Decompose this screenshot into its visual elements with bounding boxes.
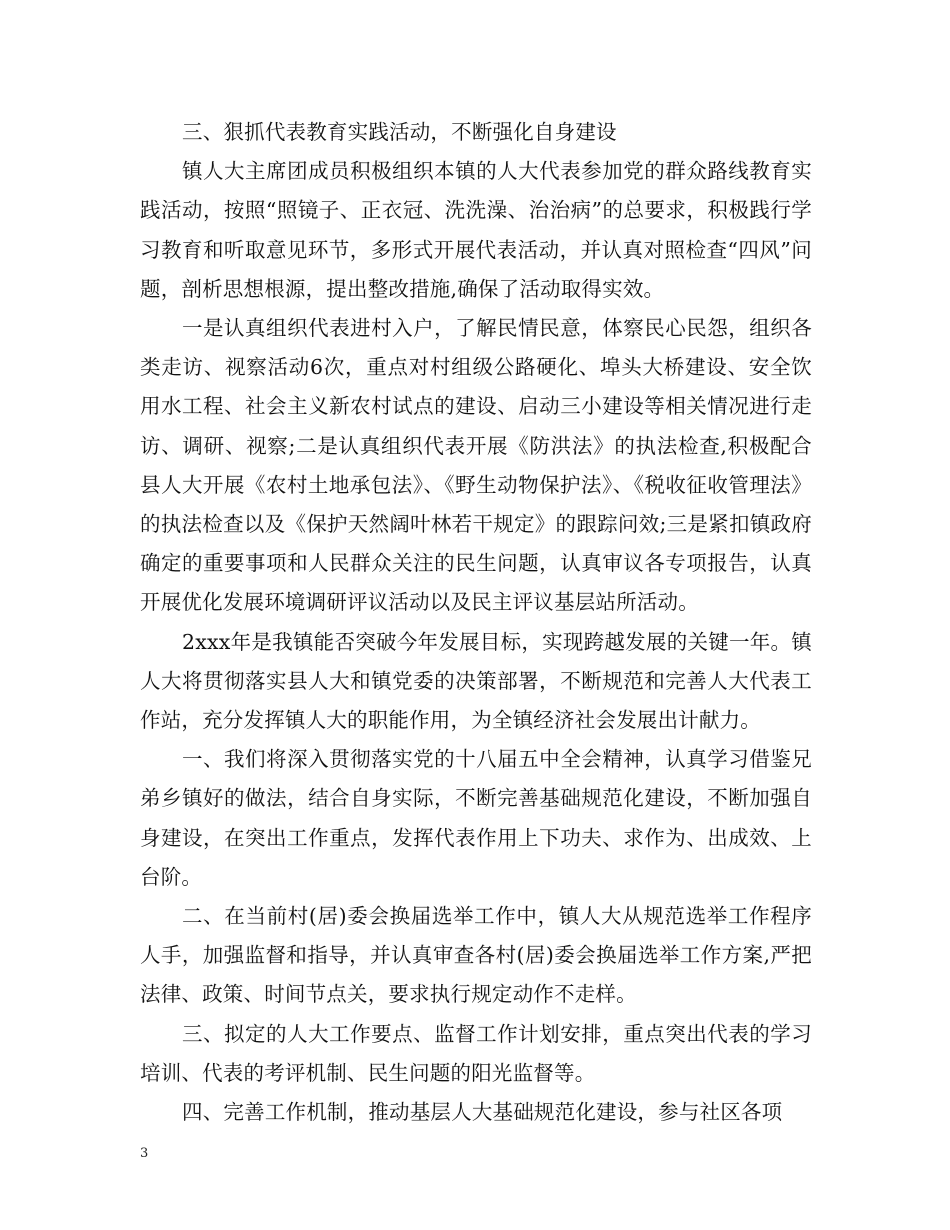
paragraph: 镇人大主席团成员积极组织本镇的人大代表参加党的群众路线教育实践活动，按照“照镜子、正衣冠、洗洗澡、治治病”的总要求，积极践行学习教育和听取意见环节，多形式开展代表活动，并认真对照检查“四风”问题，剖析思想根源，提出整改措施,确保了活动取得实效。 xyxy=(140,159,812,301)
section-heading-3: 三、狠抓代表教育实践活动，不断强化自身建设 xyxy=(182,120,617,144)
body-text xyxy=(140,113,812,1132)
page-number: 3 xyxy=(140,1146,149,1161)
paragraph: 2xxx年是我镇能否突破今年发展目标，实现跨越发展的关键一年。镇人大将贯彻落实县人大和镇党委的决策部署，不断规范和完善人大代表工作站，充分发挥镇人大的职能作用，为全镇经济社会发展出计献力。 xyxy=(140,629,812,733)
paragraph: 二、在当前村(居)委会换届选举工作中，镇人大从规范选举工作程序人手，加强监督和指导，并认真审查各村(居)委会换届选举工作方案,严把法律、政策、时间节点关，要求执行规定动作不走样。 xyxy=(140,904,812,1007)
paragraph: 四、完善工作机制，推动基层人大基础规范化建设，参与社区各项 xyxy=(182,1100,783,1125)
paragraph: 一、我们将深入贯彻落实党的十八届五中全会精神，认真学习借鉴兄弟乡镇好的做法，结合自身实际，不断完善基础规范化建设，不断加强自身建设，在突出工作重点，发挥代表作用上下功夫、求作为、出成效、上台阶。 xyxy=(140,747,812,889)
paragraph: 一是认真组织代表进村入户，了解民情民意，体察民心民怨，组织各类走访、视察活动6次，重点对村组级公路硬化、埠头大桥建设、安全饮用水工程、社会主义新农村试点的建设、启动三小建设等相关情况进行走访、调研、视察;二是认真组织代表开展《防洪法》的执法检查,积极配合县人大开展《农村土地承包法》、《野生动物保护法》、《税收征收管理法》的执法检查以及《保护天然阔叶林若干规定》的跟踪问效;三是紧扣镇政府确定的重要事项和人民群众关注的民生问题，认真审议各专项报告，认真开展优化发展环境调研评议活动以及民主评议基层站所活动。 xyxy=(140,316,812,615)
paragraph: 三、拟定的人大工作要点、监督工作计划安排，重点突出代表的学习培训、代表的考评机制、民生问题的阳光监督等。 xyxy=(140,1021,812,1085)
